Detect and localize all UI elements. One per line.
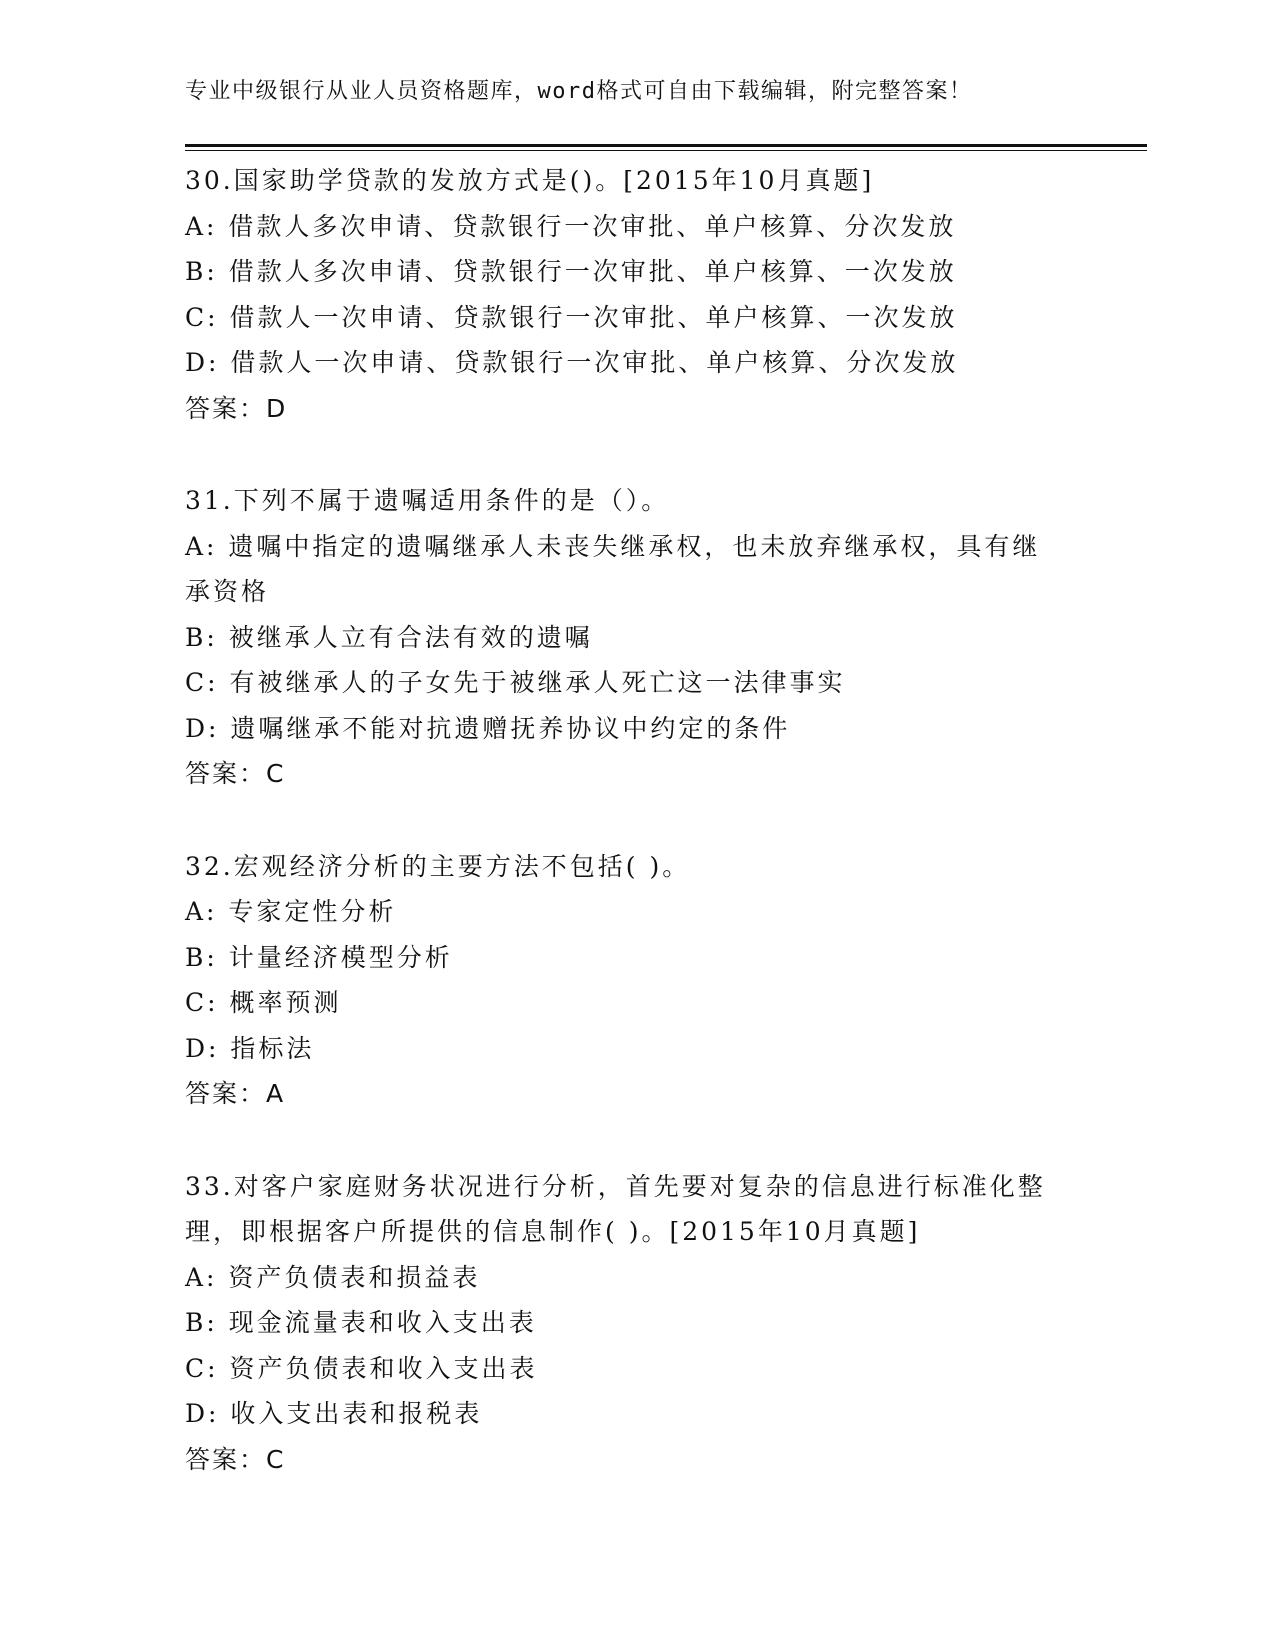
option-a: A: 遗嘱中指定的遗嘱继承人未丧失继承权，也未放弃继承权，具有继承资格 xyxy=(185,531,1041,606)
option-a: A: 借款人多次申请、贷款银行一次审批、单户核算、分次发放 xyxy=(185,211,957,241)
answer: 答案：D xyxy=(185,393,288,423)
option-b: B: 借款人多次申请、贷款银行一次审批、单户核算、一次发放 xyxy=(185,257,957,286)
option-b: B: 现金流量表和收入支出表 xyxy=(185,1308,537,1337)
option-c: C: 有被继承人的子女先于被继承人死亡这一法律事实 xyxy=(185,668,846,697)
page-header: 专业中级银行从业人员资格题库，word格式可自由下载编辑，附完整答案！ xyxy=(185,79,973,104)
question-30 xyxy=(185,158,1085,431)
option-b: B: 被继承人立有合法有效的遗嘱 xyxy=(185,622,593,652)
question-list xyxy=(185,158,1085,1529)
question-31 xyxy=(185,478,1085,797)
option-a: A: 资产负债表和损益表 xyxy=(185,1262,481,1292)
header-divider xyxy=(185,144,1147,151)
question-33 xyxy=(185,1164,1085,1483)
option-d: D: 指标法 xyxy=(185,1033,315,1063)
question-stem: 32.宏观经济分析的主要方法不包括( )。 xyxy=(185,851,691,881)
answer: 答案：C xyxy=(185,1444,286,1474)
answer: 答案：A xyxy=(185,1079,286,1108)
question-32 xyxy=(185,844,1085,1117)
option-c: C: 资产负债表和收入支出表 xyxy=(185,1353,538,1383)
option-d: D: 借款人一次申请、贷款银行一次审批、单户核算、分次发放 xyxy=(185,348,959,377)
question-stem: 33.对客户家庭财务状况进行分析，首先要对复杂的信息进行标准化整理，即根据客户所提供的信息制作( )。[2015年10月真题] xyxy=(185,1171,1046,1246)
option-a: A: 专家定性分析 xyxy=(185,897,397,926)
option-d: D: 收入支出表和报税表 xyxy=(185,1399,483,1428)
answer: 答案：C xyxy=(185,759,286,788)
option-c: C: 概率预测 xyxy=(185,988,342,1017)
question-stem: 30.国家助学贷款的发放方式是()。[2015年10月真题] xyxy=(185,166,875,195)
option-d: D: 遗嘱继承不能对抗遗赠抚养协议中约定的条件 xyxy=(185,713,791,743)
question-stem: 31.下列不属于遗嘱适用条件的是（）。 xyxy=(185,486,670,515)
option-b: B: 计量经济模型分析 xyxy=(185,942,453,972)
option-c: C: 借款人一次申请、贷款银行一次审批、单户核算、一次发放 xyxy=(185,302,958,332)
